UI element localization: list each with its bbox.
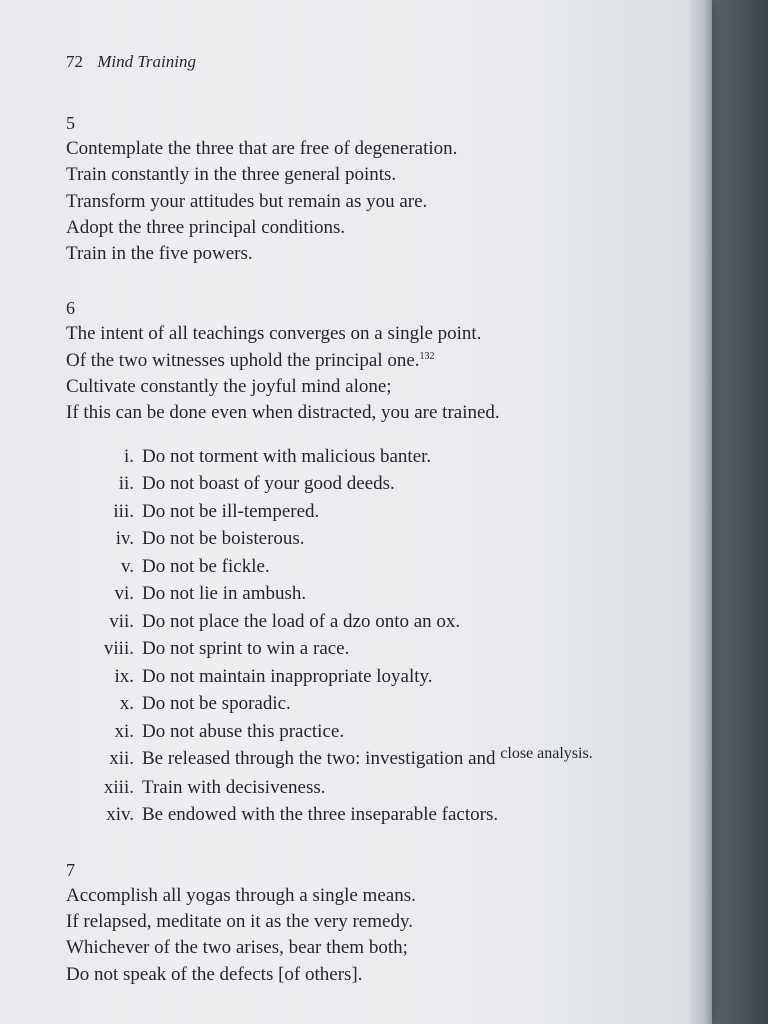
list-text: Do not lie in ambush. xyxy=(142,583,307,605)
verse-line xyxy=(66,348,666,374)
list-numeral: iii. xyxy=(113,500,134,522)
list-item xyxy=(66,635,666,663)
verse-line: Train in the five powers. xyxy=(66,243,253,265)
verse-line: Adopt the three principal conditions. xyxy=(66,216,346,238)
numbered-list xyxy=(66,443,666,829)
list-numeral: vii. xyxy=(109,610,134,632)
list-item xyxy=(66,745,666,774)
verse-line: Cultivate constantly the joyful mind alone; xyxy=(66,376,392,398)
list-item xyxy=(66,774,666,802)
footnote-ref: 132 xyxy=(419,350,435,362)
list-item xyxy=(66,663,666,691)
list-text: Do not boast of your good deeds. xyxy=(142,473,395,495)
list-item xyxy=(66,718,666,746)
list-text: Be endowed with the three inseparable factors. xyxy=(142,804,499,826)
list-numeral: xiii. xyxy=(103,776,134,798)
list-numeral: xii. xyxy=(109,748,134,770)
list-item xyxy=(66,580,666,608)
list-numeral: v. xyxy=(120,555,134,577)
section-7 xyxy=(66,857,666,988)
list-numeral: ix. xyxy=(114,665,134,687)
list-item xyxy=(66,525,666,553)
list-numeral: iv. xyxy=(115,528,134,550)
verse-line: Do not speak of the defects [of others]. xyxy=(66,963,363,985)
section-number: 6 xyxy=(66,298,75,319)
list-text: Do not be fickle. xyxy=(142,555,270,577)
list-text-main: Be released through the two: investigation and xyxy=(142,748,496,770)
list-item xyxy=(66,553,666,581)
page-content xyxy=(66,52,666,988)
verse-line: If relapsed, meditate on it as the very remedy. xyxy=(66,910,413,932)
verse-line: The intent of all teachings converges on a single point. xyxy=(66,323,482,345)
running-head xyxy=(66,52,666,72)
list-text: Do not be sporadic. xyxy=(142,693,291,715)
list-text: Do not be boisterous. xyxy=(142,528,305,550)
list-numeral: vi. xyxy=(114,583,134,605)
list-text: Do not torment with malicious banter. xyxy=(142,445,432,467)
list-item xyxy=(66,498,666,526)
list-text: Do not sprint to win a race. xyxy=(142,638,350,660)
list-numeral: viii. xyxy=(103,638,134,660)
verse-line: Transform your attitudes but remain as you are. xyxy=(66,190,428,212)
section-5 xyxy=(66,110,666,267)
list-numeral: xiv. xyxy=(106,804,134,826)
list-text: Do not place the load of a dzo onto an ox. xyxy=(142,610,461,632)
verse-line: Whichever of the two arises, bear them both; xyxy=(66,937,408,959)
list-text: Do not abuse this practice. xyxy=(142,720,345,742)
list-text-tail: close analysis. xyxy=(500,745,593,763)
section-6 xyxy=(66,295,666,828)
page-edge xyxy=(690,0,712,1024)
verse-line: Contemplate the three that are free of degeneration. xyxy=(66,138,458,159)
verse-line: Accomplish all yogas through a single means. xyxy=(66,884,416,906)
list-numeral: xi. xyxy=(114,720,134,742)
list-numeral: i. xyxy=(123,445,134,467)
section-number: 5 xyxy=(66,113,75,133)
list-text: Train with decisiveness. xyxy=(142,776,326,798)
list-text: Do not maintain inappropriate loyalty. xyxy=(142,665,433,687)
list-text: Do not be ill-tempered. xyxy=(142,500,320,522)
list-item xyxy=(66,690,666,718)
list-text xyxy=(142,745,593,774)
list-numeral: x. xyxy=(119,693,134,715)
list-item xyxy=(66,608,666,636)
list-item xyxy=(66,443,666,471)
list-item xyxy=(66,801,666,829)
page-number: 72 xyxy=(66,52,83,71)
verse-line: If this can be done even when distracted, you are trained. xyxy=(66,402,500,424)
list-item xyxy=(66,470,666,498)
list-numeral: ii. xyxy=(118,473,134,495)
verse-line-text: Of the two witnesses uphold the principal one. xyxy=(66,349,420,371)
book-title: Mind Training xyxy=(97,52,196,71)
section-number: 7 xyxy=(66,859,75,880)
verse-line: Train constantly in the three general points. xyxy=(66,164,397,186)
